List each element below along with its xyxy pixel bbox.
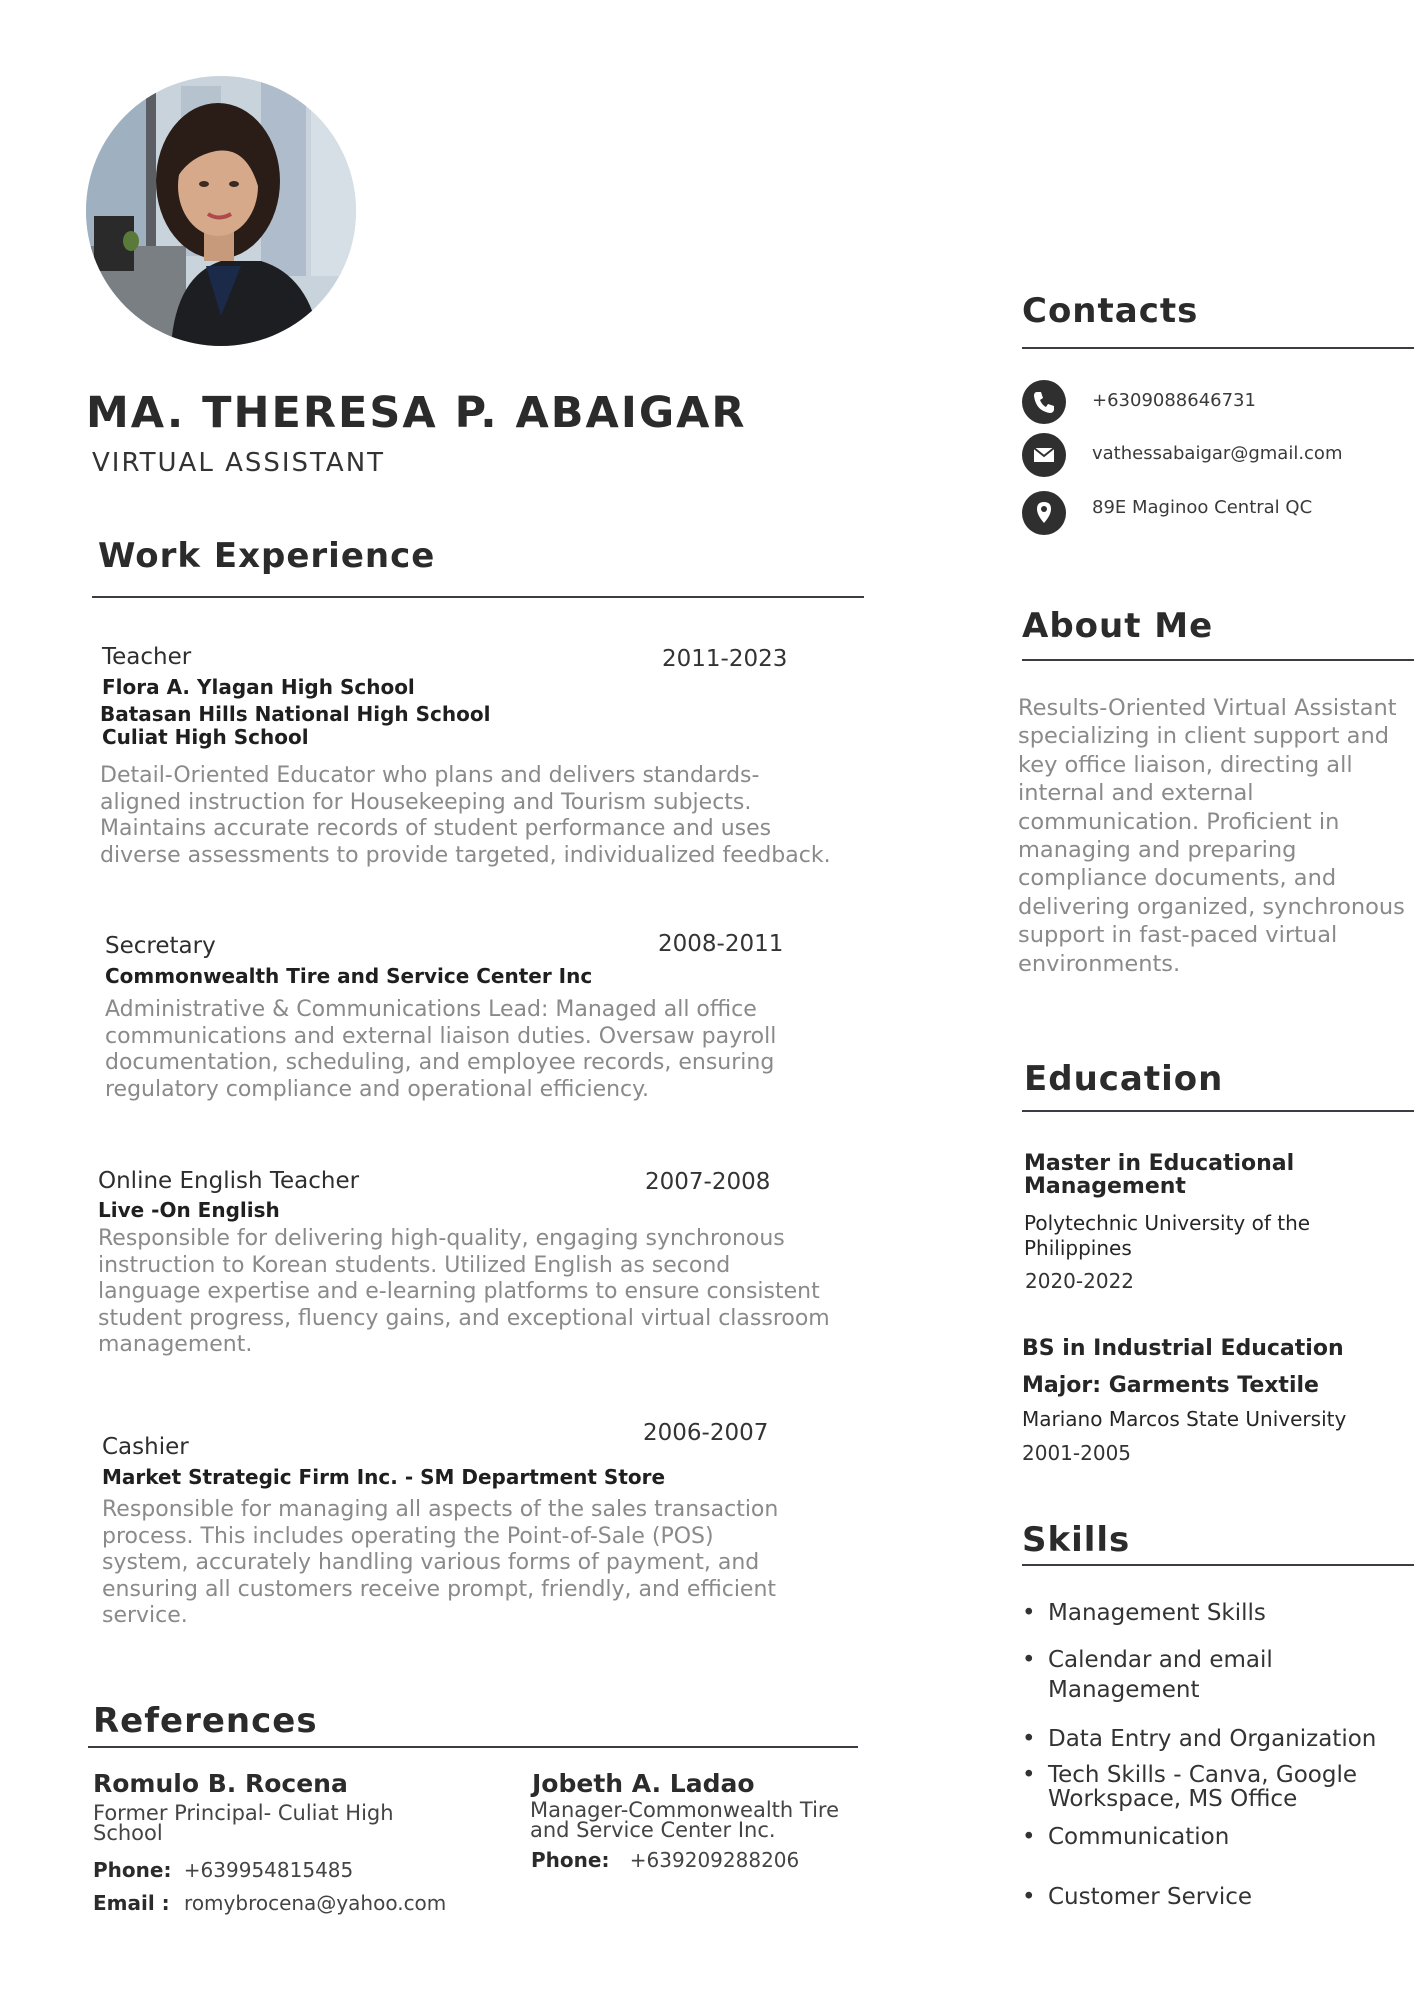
job-org: Commonwealth Tire and Service Center Inc <box>105 964 593 988</box>
reference-phone <box>93 1858 353 1882</box>
email-value: romybrocena@yahoo.com <box>184 1891 447 1915</box>
skill-item: • Calendar and email Management <box>1048 1645 1308 1705</box>
education-divider <box>1022 1110 1414 1112</box>
email-label: Email : <box>93 1891 170 1915</box>
job-title: Secretary <box>105 933 216 959</box>
work-experience-heading: Work Experience <box>98 536 436 576</box>
contacts-heading: Contacts <box>1022 291 1199 331</box>
reference-email <box>93 1891 446 1915</box>
job-description: Detail-Oriented Educator who plans and delivers standards-aligned instruction for Housekeeping and Tourism subjects. Maintains accurate records of student performance and uses diverse assessments to provide targeted, individualized feedback. <box>100 763 831 868</box>
reference-phone <box>531 1848 799 1872</box>
job-date: 2006-2007 <box>643 1420 769 1446</box>
reference-role: Manager-Commonwealth Tire and Service Center Inc. <box>530 1798 839 1842</box>
job-org: Live -On English <box>98 1198 280 1222</box>
phone-value: +639954815485 <box>183 1858 354 1882</box>
contacts-divider <box>1022 347 1414 349</box>
phone-icon <box>1022 380 1066 424</box>
job-title: Teacher <box>102 644 192 670</box>
job-org: Market Strategic Firm Inc. - SM Department Store <box>102 1465 666 1489</box>
about-heading: About Me <box>1022 606 1214 646</box>
work-experience-divider <box>92 596 864 598</box>
reference-name: Jobeth A. Ladao <box>532 1769 755 1798</box>
job-description: Responsible for delivering high-quality, engaging synchronous instruction to Korean students. Utilized English as second language expertise and e-learning platforms to ensure consistent student progress, fluency gains, and exceptional virtual classroom management. <box>98 1226 830 1357</box>
references-divider <box>88 1746 858 1748</box>
phone-value: +639209288206 <box>629 1848 800 1872</box>
job-description: Administrative & Communications Lead: Managed all office communications and external liaison duties. Oversaw payroll documentation, scheduling, and employee records, ensuring regulatory compliance and operational efficiency. <box>105 997 777 1102</box>
job-description: Responsible for managing all aspects of the sales transaction process. This includes operating the Point-of-Sale (POS) system, accurately handling various forms of payment, and ensuring all customers receive prompt, friendly, and efficient service. <box>102 1497 779 1628</box>
education-major: Major: Garments Textile <box>1022 1373 1319 1398</box>
education-heading: Education <box>1024 1059 1224 1099</box>
profile-photo <box>86 76 356 346</box>
skill-item: • Customer Service <box>1048 1882 1408 1912</box>
education-years: 2001-2005 <box>1022 1441 1132 1465</box>
job-org: Flora A. Ylagan High School <box>102 675 415 699</box>
about-text: Results-Oriented Virtual Assistant specializing in client support and key office liaison, directing all internal and external communication. Proficient in managing and preparing compliance documents, and delivering organized, synchronous support in fast-paced virtual environments. <box>1018 695 1405 977</box>
job-date: 2011-2023 <box>662 646 788 672</box>
location-pin-icon <box>1022 491 1066 535</box>
skill-item: • Tech Skills - Canva, Google Workspace, MS Office <box>1048 1763 1388 1811</box>
education-years: 2020-2022 <box>1025 1269 1135 1293</box>
job-org: Culiat High School <box>102 725 309 749</box>
phone-label: Phone: <box>93 1858 172 1882</box>
skills-heading: Skills <box>1022 1520 1131 1560</box>
education-degree: BS in Industrial Education <box>1022 1336 1344 1361</box>
contact-email: vathessabaigar@gmail.com <box>1092 443 1343 464</box>
job-title: Online English Teacher <box>98 1168 360 1194</box>
skill-item: • Communication <box>1048 1822 1408 1852</box>
reference-name: Romulo B. Rocena <box>93 1769 348 1798</box>
education-degree: Master in Educational Management <box>1024 1151 1295 1199</box>
job-date: 2007-2008 <box>645 1169 771 1195</box>
candidate-name: MA. THERESA P. ABAIGAR <box>86 388 747 438</box>
about-divider <box>1022 659 1414 661</box>
job-date: 2008-2011 <box>658 931 784 957</box>
education-school: Polytechnic University of the Philippines <box>1024 1211 1311 1260</box>
skill-item: • Management Skills <box>1048 1598 1408 1628</box>
job-org: Batasan Hills National High School <box>100 702 491 726</box>
contact-address: 89E Maginoo Central QC <box>1092 497 1313 518</box>
skill-item: • Data Entry and Organization <box>1048 1724 1408 1754</box>
reference-role: Former Principal- Culiat High School <box>93 1801 394 1845</box>
references-heading: References <box>93 1701 318 1741</box>
mail-icon <box>1022 433 1066 477</box>
phone-label: Phone: <box>531 1848 610 1872</box>
candidate-role: VIRTUAL ASSISTANT <box>92 448 386 478</box>
contact-phone: +6309088646731 <box>1092 390 1256 411</box>
job-title: Cashier <box>102 1434 189 1460</box>
education-school: Mariano Marcos State University <box>1022 1407 1347 1431</box>
skills-divider <box>1022 1564 1414 1566</box>
